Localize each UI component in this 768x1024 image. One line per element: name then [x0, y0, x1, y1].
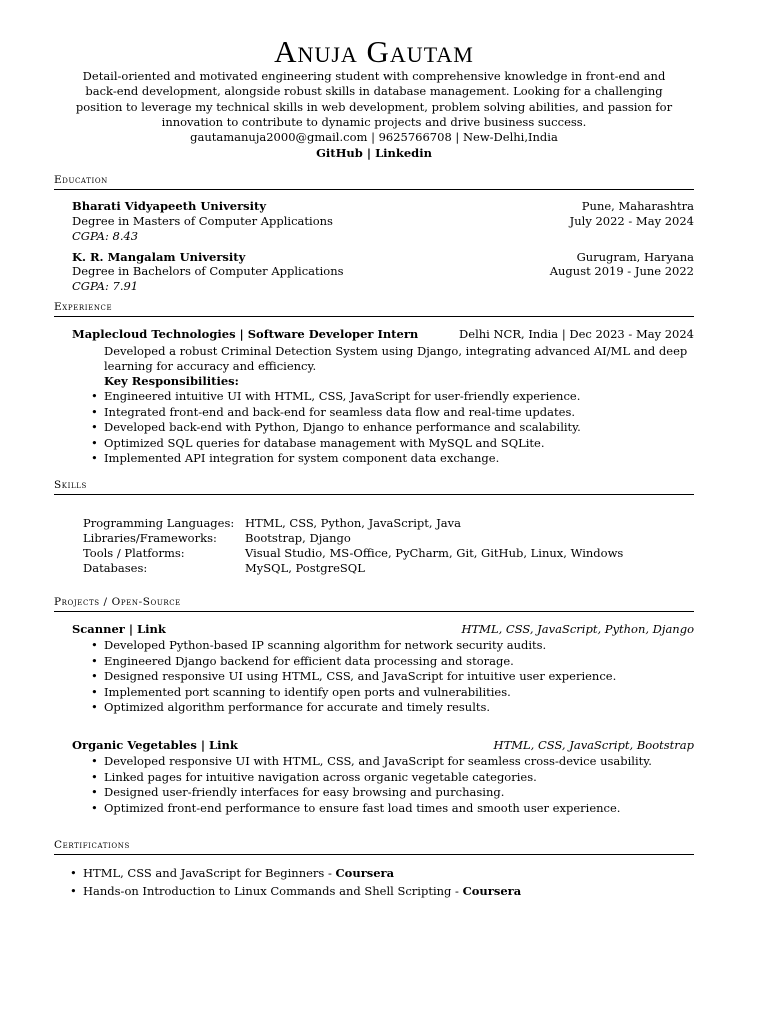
education-location: Gurugram, Haryana	[576, 250, 694, 264]
certification-name: HTML, CSS and JavaScript for Beginners -	[83, 866, 336, 880]
summary-paragraph: Detail-oriented and motivated engineering student with comprehensive knowledge in front-end and back-end development, alongside robust skills in database management. Looking for a challenging position to leverage my technical skills in web development, problem solving abilities, and passion for innovation to contribute to dynamic projects and drive business success.	[75, 69, 673, 130]
list-item: • Designed user-friendly interfaces for easy browsing and purchasing.	[89, 785, 652, 801]
list-item: • Designed responsive UI using HTML, CSS, and JavaScript for intuitive user experience.	[89, 669, 616, 685]
list-item: • Implemented API integration for system component data exchange.	[89, 451, 581, 467]
certification-provider: Coursera	[335, 866, 395, 880]
experience-entry	[72, 327, 694, 342]
education-location: Pune, Maharashtra	[581, 199, 694, 213]
section-experience-title: Experience	[54, 301, 694, 317]
skills-value: Visual Studio, MS-Office, PyCharm, Git, GitHub, Linux, Windows	[245, 546, 624, 560]
skills-value: Bootstrap, Django	[245, 531, 351, 545]
project-entry	[72, 622, 694, 637]
section-projects-title: Projects / Open-Source	[54, 596, 694, 612]
skills-table	[83, 516, 623, 576]
certification-name: Hands-on Introduction to Linux Commands and Shell Scripting -	[83, 884, 463, 898]
education-degree: Degree in Bachelors of Computer Applications	[72, 264, 344, 278]
project-entry	[72, 738, 694, 753]
education-cgpa: CGPA: 7.91	[72, 279, 139, 293]
education-entry-details	[72, 264, 694, 279]
education-school: K. R. Mangalam University	[72, 250, 246, 264]
section-education-title: Education	[54, 174, 694, 190]
project-tech: HTML, CSS, JavaScript, Bootstrap	[493, 738, 694, 752]
contact-line: gautamanuja2000@gmail.com | 9625766708 | New-Delhi,India	[190, 130, 558, 144]
skills-row	[83, 531, 623, 546]
skills-row	[83, 516, 623, 531]
skills-value: HTML, CSS, Python, JavaScript, Java	[245, 516, 462, 530]
list-item: • Engineered Django backend for efficient data processing and storage.	[89, 654, 616, 670]
list-item: • Optimized algorithm performance for accurate and timely results.	[89, 700, 616, 716]
education-cgpa: CGPA: 8.43	[72, 229, 139, 243]
list-item: • Developed Python-based IP scanning algorithm for network security audits.	[89, 638, 616, 654]
certification-provider: Coursera	[462, 884, 522, 898]
skills-row	[83, 546, 623, 561]
list-item: • Integrated front-end and back-end for seamless data flow and real-time updates.	[89, 405, 581, 421]
list-item: • Developed back-end with Python, Django to enhance performance and scalability.	[89, 420, 581, 436]
education-entry	[72, 199, 694, 214]
section-skills-title: Skills	[54, 479, 694, 495]
list-item: • Implemented port scanning to identify open ports and vulnerabilities.	[89, 685, 616, 701]
list-item: • Optimized SQL queries for database management with MySQL and SQLite.	[89, 436, 581, 452]
section-certifications-title: Certifications	[54, 839, 694, 855]
list-item: • Engineered intuitive UI with HTML, CSS, JavaScript for user-friendly experience.	[89, 389, 581, 405]
project-name[interactable]: Organic Vegetables | Link	[72, 738, 238, 752]
responsibilities-heading: Key Responsibilities:	[104, 374, 239, 388]
experience-meta: Delhi NCR, India | Dec 2023 - May 2024	[459, 327, 694, 341]
candidate-name: Anuja Gautam	[274, 34, 474, 69]
project-bullets	[89, 638, 616, 716]
linkedin-link[interactable]: Linkedin	[375, 146, 432, 160]
experience-bullets	[89, 389, 581, 467]
project-name[interactable]: Scanner | Link	[72, 622, 166, 636]
experience-role: Maplecloud Technologies | Software Developer Intern	[72, 327, 419, 341]
skills-label: Libraries/Frameworks:	[83, 531, 217, 545]
skills-label: Databases:	[83, 561, 148, 575]
list-item	[68, 864, 521, 882]
list-item: • Linked pages for intuitive navigation across organic vegetable categories.	[89, 770, 652, 786]
list-item	[68, 882, 521, 900]
education-dates: July 2022 - May 2024	[569, 214, 694, 228]
skills-value: MySQL, PostgreSQL	[245, 561, 365, 575]
certification-list	[68, 864, 521, 900]
links-separator: |	[366, 146, 372, 160]
profile-links	[54, 146, 694, 161]
education-school: Bharati Vidyapeeth University	[72, 199, 266, 213]
project-bullets	[89, 754, 652, 816]
skills-label: Programming Languages:	[83, 516, 235, 530]
list-item: • Developed responsive UI with HTML, CSS, and JavaScript for seamless cross-device usability.	[89, 754, 652, 770]
github-link[interactable]: GitHub	[316, 146, 363, 160]
project-tech: HTML, CSS, JavaScript, Python, Django	[461, 622, 694, 636]
skills-row	[83, 561, 623, 576]
education-dates: August 2019 - June 2022	[549, 264, 694, 278]
education-entry-details	[72, 214, 694, 229]
list-item: • Optimized front-end performance to ensure fast load times and smooth user experience.	[89, 801, 652, 817]
skills-label: Tools / Platforms:	[83, 546, 185, 560]
experience-description: Developed a robust Criminal Detection System using Django, integrating advanced AI/ML and deep learning for accuracy and efficiency.	[104, 344, 688, 373]
education-degree: Degree in Masters of Computer Applications	[72, 214, 333, 228]
